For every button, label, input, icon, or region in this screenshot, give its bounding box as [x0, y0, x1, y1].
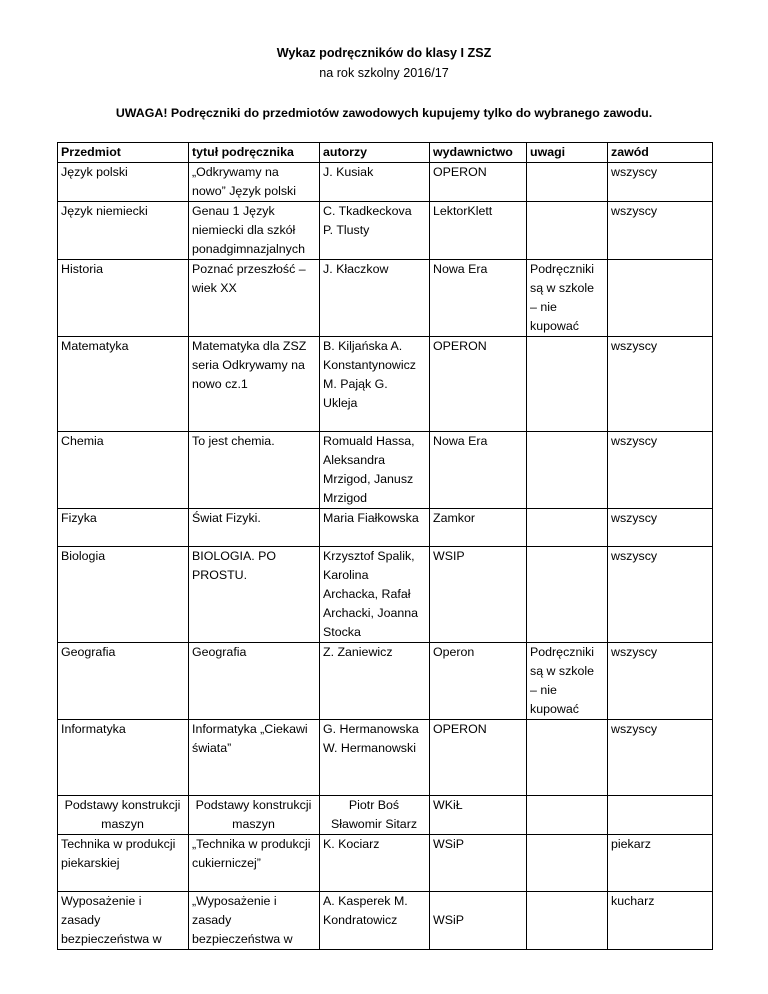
table-cell-uwagi [527, 835, 608, 892]
table-cell-autorzy: A. Kasperek M. Kondratowicz [320, 892, 430, 950]
table-cell-przedmiot: Język polski [58, 163, 189, 202]
table-row [58, 835, 713, 892]
table-cell-tytul: „Technika w produkcji cukierniczej” [189, 835, 320, 892]
textbook-table [57, 142, 713, 950]
table-cell-wydawnictwo: Nowa Era [430, 432, 527, 509]
table-row [58, 432, 713, 509]
table-row [58, 260, 713, 337]
table-cell-uwagi [527, 202, 608, 260]
table-cell-wydawnictwo: WSiP [430, 835, 527, 892]
table-cell-zawod: wszyscy [608, 643, 713, 720]
table-row [58, 163, 713, 202]
column-header: Przedmiot [58, 143, 189, 163]
table-cell-zawod [608, 796, 713, 835]
table-cell-wydawnictwo: OPERON [430, 337, 527, 432]
table-cell-tytul: Poznać przeszłość – wiek XX [189, 260, 320, 337]
table-cell-zawod: wszyscy [608, 202, 713, 260]
table-cell-zawod: wszyscy [608, 163, 713, 202]
table-cell-tytul: Geografia [189, 643, 320, 720]
table-cell-przedmiot: Matematyka [58, 337, 189, 432]
table-cell-autorzy: G. Hermanowska W. Hermanowski [320, 720, 430, 796]
table-cell-wydawnictwo: LektorKlett [430, 202, 527, 260]
table-cell-zawod: kucharz [608, 892, 713, 950]
column-header: uwagi [527, 143, 608, 163]
table-cell-uwagi [527, 337, 608, 432]
table-cell-wydawnictwo: OPERON [430, 163, 527, 202]
table-row [58, 547, 713, 643]
table-cell-wydawnictwo: WKiŁ [430, 796, 527, 835]
table-cell-przedmiot: Historia [58, 260, 189, 337]
table-cell-uwagi [527, 509, 608, 547]
table-cell-autorzy: C. Tkadkeckova P. Tlusty [320, 202, 430, 260]
column-header: zawód [608, 143, 713, 163]
warning-note: UWAGA! Podręczniki do przedmiotów zawodowych kupujemy tylko do wybranego zawodu. [115, 106, 653, 120]
table-cell-autorzy: Piotr Boś Sławomir Sitarz [320, 796, 430, 835]
table-cell-tytul: To jest chemia. [189, 432, 320, 509]
table-header-row [58, 143, 713, 163]
table-cell-wydawnictwo: WSIP [430, 547, 527, 643]
table-cell-wydawnictwo: OPERON [430, 720, 527, 796]
table-row [58, 337, 713, 432]
table-cell-uwagi [527, 796, 608, 835]
table-cell-tytul: Genau 1 Język niemiecki dla szkół ponadgimnazjalnych [189, 202, 320, 260]
column-header: wydawnictwo [430, 143, 527, 163]
table-row [58, 202, 713, 260]
table-cell-uwagi [527, 547, 608, 643]
table-cell-autorzy: J. Kusiak [320, 163, 430, 202]
table-cell-uwagi: Podręczniki są w szkole – nie kupować [527, 643, 608, 720]
column-header: autorzy [320, 143, 430, 163]
column-header: tytuł podręcznika [189, 143, 320, 163]
table-cell-uwagi: Podręczniki są w szkole – nie kupować [527, 260, 608, 337]
table-cell-tytul: Świat Fizyki. [189, 509, 320, 547]
table-cell-uwagi [527, 432, 608, 509]
table-cell-przedmiot: Język niemiecki [58, 202, 189, 260]
table-cell-przedmiot: Informatyka [58, 720, 189, 796]
table-cell-tytul: „Odkrywamy na nowo” Język polski [189, 163, 320, 202]
table-cell-autorzy: Romuald Hassa, Aleksandra Mrzigod, Janusz Mrzigod [320, 432, 430, 509]
table-cell-autorzy: J. Kłaczkow [320, 260, 430, 337]
table-cell-autorzy: Krzysztof Spalik, Karolina Archacka, Rafał Archacki, Joanna Stocka [320, 547, 430, 643]
table-cell-zawod: wszyscy [608, 509, 713, 547]
table-cell-autorzy: B. Kiljańska A. Konstantynowicz M. Pająk G. Ukleja [320, 337, 430, 432]
table-cell-tytul: BIOLOGIA. PO PROSTU. [189, 547, 320, 643]
table-row [58, 796, 713, 835]
table-cell-zawod [608, 260, 713, 337]
table-cell-tytul: Informatyka „Ciekawi świata” [189, 720, 320, 796]
table-cell-tytul: Podstawy konstrukcji maszyn [189, 796, 320, 835]
table-cell-autorzy: Z. Zaniewicz [320, 643, 430, 720]
document-title: Wykaz podręczników do klasy I ZSZ [276, 46, 492, 60]
table-row [58, 720, 713, 796]
table-cell-zawod: wszyscy [608, 337, 713, 432]
document-subtitle: na rok szkolny 2016/17 [319, 66, 449, 80]
table-cell-zawod: piekarz [608, 835, 713, 892]
table-cell-wydawnictwo: Nowa Era [430, 260, 527, 337]
table-cell-zawod: wszyscy [608, 432, 713, 509]
table-cell-tytul: „Wyposażenie i zasady bezpieczeństwa w [189, 892, 320, 950]
table-row [58, 509, 713, 547]
table-cell-przedmiot: Fizyka [58, 509, 189, 547]
table-cell-uwagi [527, 163, 608, 202]
table-cell-uwagi [527, 720, 608, 796]
table-row [58, 643, 713, 720]
table-cell-przedmiot: Geografia [58, 643, 189, 720]
table-cell-autorzy: Maria Fiałkowska [320, 509, 430, 547]
table-cell-wydawnictwo: WSiP [430, 892, 527, 950]
table-cell-zawod: wszyscy [608, 720, 713, 796]
table-cell-zawod: wszyscy [608, 547, 713, 643]
table-cell-uwagi [527, 892, 608, 950]
table-cell-wydawnictwo: Operon [430, 643, 527, 720]
table-cell-przedmiot: Biologia [58, 547, 189, 643]
table-cell-tytul: Matematyka dla ZSZ seria Odkrywamy na nowo cz.1 [189, 337, 320, 432]
table-row [58, 892, 713, 950]
table-cell-przedmiot: Chemia [58, 432, 189, 509]
table-cell-przedmiot: Wyposażenie i zasady bezpieczeństwa w [58, 892, 189, 950]
table-cell-przedmiot: Technika w produkcji piekarskiej [58, 835, 189, 892]
table-cell-autorzy: K. Kociarz [320, 835, 430, 892]
table-cell-przedmiot: Podstawy konstrukcji maszyn [58, 796, 189, 835]
table-cell-wydawnictwo: Zamkor [430, 509, 527, 547]
